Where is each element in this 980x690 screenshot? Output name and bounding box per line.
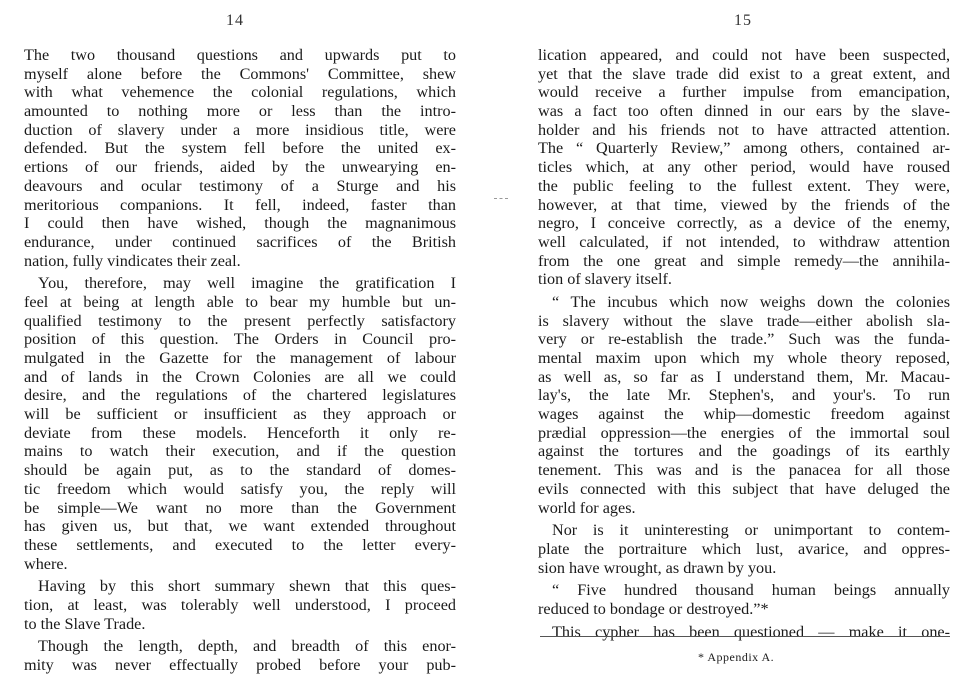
text-line: You, therefore, may well imagine the gratification I xyxy=(38,274,456,293)
text-line: deviate from these models. Henceforth it only re- xyxy=(24,423,456,442)
text-line: would receive a further impulse from emancipation, xyxy=(538,83,950,102)
text-line: deavours and ocular testimony of a Sturge and his xyxy=(24,176,456,195)
text-line: I could then have wished, though the magnanimous xyxy=(24,214,456,233)
text-line: Though the length, depth, and breadth of this enor- xyxy=(38,637,456,656)
text-line: duction of slavery under a more insidious title, were xyxy=(24,120,456,139)
text-line: very or re-establish the trade.” Such was the funda- xyxy=(538,330,950,349)
page-number: 15 xyxy=(734,12,752,29)
text-line: against the tortures and the goadings of its earthly xyxy=(538,442,950,461)
text-line: This cypher has been questioned — make it one- xyxy=(552,622,950,641)
text-line: reduced to bondage or destroyed.”* xyxy=(538,599,769,618)
text-line: position of this question. The Orders in Council pro- xyxy=(24,330,456,349)
text-line: plate the portraiture which lust, avarice, and oppres- xyxy=(538,539,950,558)
text-line: be simple—We want no more than the Government xyxy=(24,498,456,517)
text-line: sion have wrought, as drawn by you. xyxy=(538,558,777,577)
text-line: as well as, so far as I understand them, Mr. Macau- xyxy=(538,367,950,386)
text-line: should be again put, as to the standard of domes- xyxy=(24,461,456,480)
text-line: these settlements, and executed to the letter every- xyxy=(24,535,456,554)
text-line: Nor is it uninteresting or unimportant to contem- xyxy=(552,521,950,540)
right-page xyxy=(490,0,980,690)
text-line: myself alone before the Commons' Committee, shew xyxy=(24,64,456,83)
text-line: tion of slavery itself. xyxy=(538,270,672,289)
text-line: will be sufficient or insufficient as they approach or xyxy=(24,405,456,424)
footnote-rule xyxy=(540,636,950,637)
text-line: desire, and the regulations of the chartered legislatures xyxy=(24,386,456,405)
text-line: is slavery without the slave trade—either abolish sla- xyxy=(538,311,950,330)
text-line: ertions of our friends, aided by the unwearying en- xyxy=(24,158,456,177)
text-line: “ The incubus which now weighs down the colonies xyxy=(552,292,950,311)
footnote: * Appendix A. xyxy=(698,650,775,664)
text-line: negro, I conceive correctly, as a device of the enemy, xyxy=(538,214,950,233)
text-line: feel at being at length able to bear my humble but un- xyxy=(24,292,456,311)
text-line: wages against the whip—domestic freedom against xyxy=(538,405,950,424)
text-line: lay's, the late Mr. Stephen's, and your's. To run xyxy=(538,386,950,405)
text-line: nation, fully vindicates their zeal. xyxy=(24,251,241,270)
text-line: meritorious companions. It fell, indeed, faster than xyxy=(24,195,456,214)
text-line: defended. But the system fell before the united ex- xyxy=(24,139,456,158)
text-line: mity was never effectually probed before your pub- xyxy=(24,656,456,674)
text-line: well calculated, if not intended, to withdraw attention xyxy=(538,232,950,251)
text-line: The two thousand questions and upwards put to xyxy=(24,46,456,64)
text-line: qualified testimony to the present perfectly satisfactory xyxy=(24,311,456,330)
text-line: to the Slave Trade. xyxy=(24,614,146,633)
text-line: tenement. This was and is the panacea for all those xyxy=(538,461,950,480)
text-line: holder and his friends not to have attracted attention. xyxy=(538,120,950,139)
text-line: mental maxim upon which my whole theory reposed, xyxy=(538,349,950,367)
text-line: endurance, under continued sacrifices of the British xyxy=(24,232,456,251)
body-text xyxy=(538,46,950,641)
text-line: ticles which, at any other period, would have roused xyxy=(538,158,950,177)
text-line: yet that the slave trade did exist to a great extent, and xyxy=(538,64,950,83)
text-line: mains to watch their execution, and if the question xyxy=(24,442,456,461)
text-line: “ Five hundred thousand human beings annually xyxy=(552,581,950,600)
text-line: The “ Quarterly Review,” among others, contained ar- xyxy=(538,139,950,158)
text-line: was a fact too often dinned in our ears by the slave- xyxy=(538,102,950,121)
text-line: the public feeling to the fullest extent. They were, xyxy=(538,176,950,195)
text-line: prædial oppression—the energies of the immortal soul xyxy=(538,423,950,442)
page-number: 14 xyxy=(226,12,244,29)
text-line: evils connected with this subject that have deluged the xyxy=(538,479,950,498)
text-line: world for ages. xyxy=(538,498,636,517)
text-line: with what vehemence the colonial regulations, which xyxy=(24,83,456,102)
text-line: mulgated in the Gazette for the management of labour xyxy=(24,349,456,367)
body-text xyxy=(24,46,456,675)
text-line: tic freedom which would satisfy you, the reply will xyxy=(24,479,456,498)
text-line: where. xyxy=(24,554,68,573)
text-line: and of lands in the Crown Colonies are all we could xyxy=(24,367,456,386)
text-line: has given us, but that, we want extended throughout xyxy=(24,517,456,536)
text-line: however, at that time, viewed by the friends of the xyxy=(538,195,950,214)
text-line: lication appeared, and could not have been suspected, xyxy=(538,46,950,64)
text-line: tion, at least, was tolerably well understood, I proceed xyxy=(24,595,456,614)
text-line: from the one great and simple remedy—the annihila- xyxy=(538,251,950,270)
text-line: Having by this short summary shewn that this ques- xyxy=(38,577,456,596)
text-line: amounted to nothing more or less than the intro- xyxy=(24,102,456,121)
